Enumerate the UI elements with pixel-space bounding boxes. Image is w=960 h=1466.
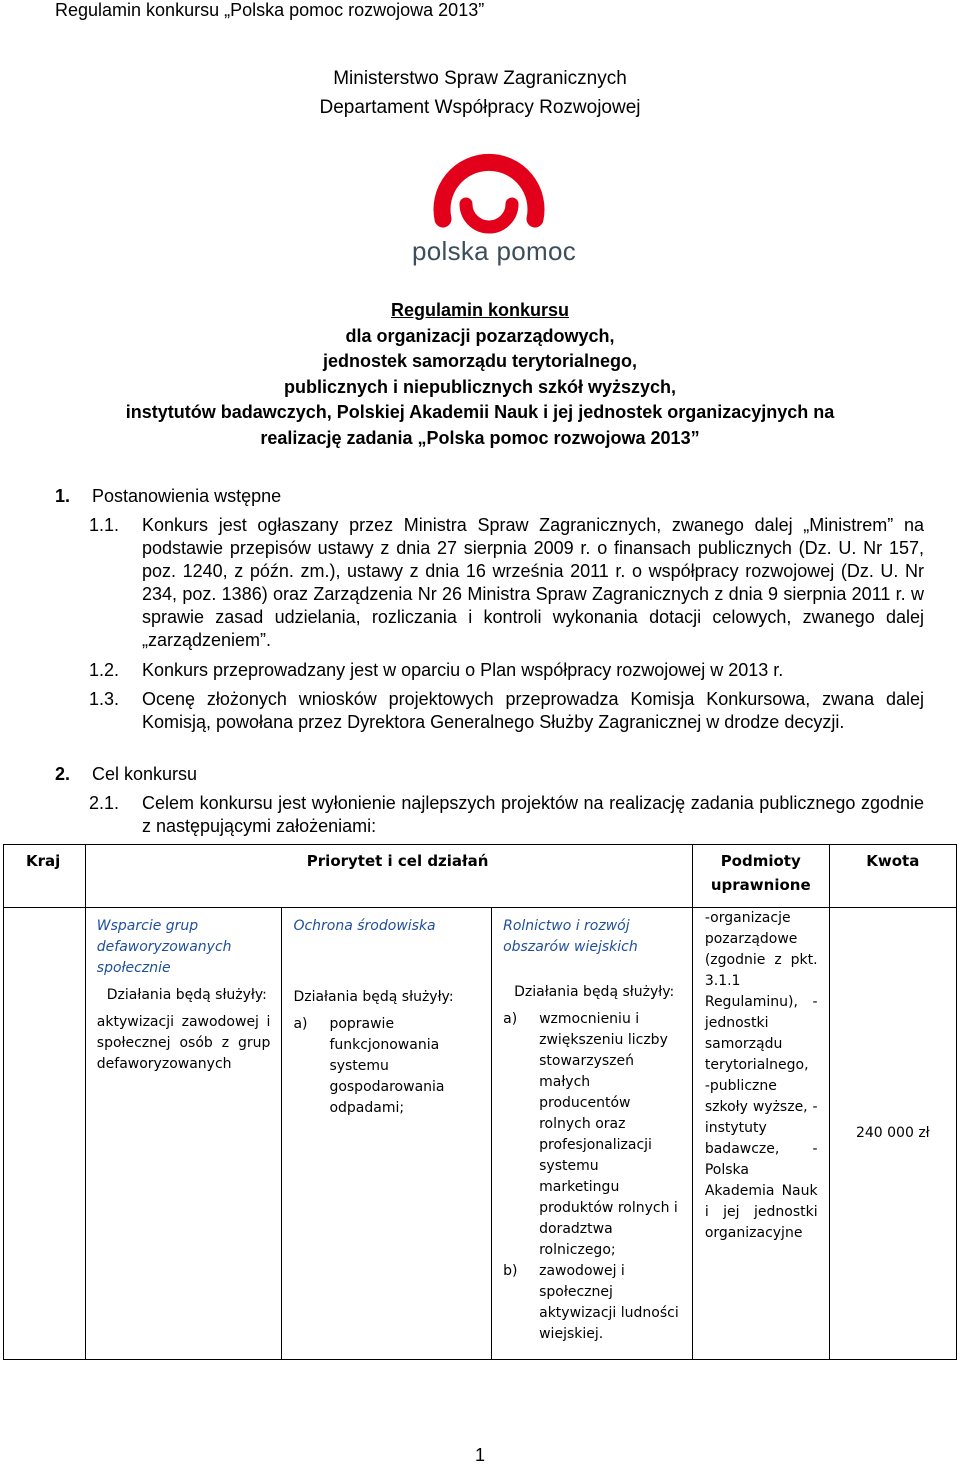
priority-title: Rolnictwo i rozwój obszarów wiejskich xyxy=(503,918,638,955)
amount: 240 000 zł xyxy=(855,1125,930,1141)
table-header-row xyxy=(4,845,957,908)
logo-text: polska pomoc xyxy=(411,236,577,266)
header-kraj: Kraj xyxy=(4,845,86,908)
paragraph-2-1 xyxy=(89,792,924,838)
running-header: Regulamin konkursu „Polska pomoc rozwojowa 2013” xyxy=(55,0,485,20)
paragraph-text: Konkurs jest ogłaszany przez Ministra Spraw Zagranicznych, zwanego dalej „Ministrem” na podstawie przepisów ustawy z dnia 27 sierpnia 2009 r. o finansach publicznych (Dz. U. Nr 157, poz. 1240, z późn. zm.), ustawy z dnia 16 września 2011 r. o współpracy rozwojowej (Dz. U. Nr 234, poz. 1386) oraz Zarządzenia Nr 26 Ministra Spraw Zagranicznych z dnia 9 sierpnia 2011 r. w sprawie zasad udzielania, rozliczania i kontroli wykonania dotacji celowych, zwanego dalej „zarządzeniem”. xyxy=(142,515,924,650)
title-line-6: realizację zadania „Polska pomoc rozwojowa 2013” xyxy=(260,427,700,448)
competition-table xyxy=(3,844,957,1360)
paragraph-number: 1.3. xyxy=(89,689,120,709)
header-podmioty: Podmioty uprawnione xyxy=(692,845,829,908)
ministry-name: Ministerstwo Spraw Zagranicznych xyxy=(333,68,627,89)
paragraph-text: Konkurs przeprowadzany jest w oparciu o Plan współpracy rozwojowej w 2013 r. xyxy=(142,660,784,680)
priority-sub: Działania będą służyły: xyxy=(514,984,675,1000)
priority-text: aktywizacji zawodowej i społecznej osób z grup defaworyzowanych xyxy=(96,1014,271,1072)
cell-priority-2 xyxy=(282,908,492,1360)
section-2-label: Cel konkursu xyxy=(92,764,198,784)
paragraph-number: 2.1. xyxy=(89,793,120,813)
priority-title: Ochrona środowiska xyxy=(293,918,436,934)
paragraph-1-2 xyxy=(89,659,924,682)
paragraph-1-1 xyxy=(89,514,924,652)
table-row xyxy=(4,908,957,1360)
title-line-4: publicznych i niepublicznych szkół wyższych, xyxy=(283,376,677,397)
priority-sub: Działania będą służyły: xyxy=(293,989,454,1005)
header-priorytet: Priorytet i cel działań xyxy=(85,845,692,908)
list-text: poprawie funkcjonowania systemu gospodarowania odpadami; xyxy=(329,1016,445,1116)
paragraph-text: Ocenę złożonych wniosków projektowych przeprowadza Komisja Konkursowa, zwana dalej Komisją, powołana przez Dyrektora Generalnego Służby Zagranicznej w drodze decyzji. xyxy=(142,689,924,732)
header-kwota: Kwota xyxy=(829,845,956,908)
section-1-heading xyxy=(55,485,282,508)
page-number: 1 xyxy=(474,1445,485,1465)
ministry-block xyxy=(0,64,960,122)
list-label: a) xyxy=(503,1011,518,1027)
paragraph-number: 1.2. xyxy=(89,660,120,680)
title-line-5: instytutów badawczych, Polskiej Akademii Nauk i jej jednostek organizacyjnych na xyxy=(125,402,835,422)
polska-pomoc-logo xyxy=(404,144,584,274)
list-text: zawodowej i społecznej aktywizacji ludności wiejskiej. xyxy=(539,1263,679,1342)
priority-title: Wsparcie grup defaworyzowanych społecznie xyxy=(96,918,232,976)
cell-kraj xyxy=(4,908,86,1360)
paragraph-number: 1.1. xyxy=(89,515,120,535)
cell-priority-3 xyxy=(492,908,693,1360)
eligible-entities: -organizacje pozarządowe (zgodnie z pkt. 3.1.1 Regulaminu), -jednostki samorządu terytorialnego, -publiczne szkoły wyższe, -instytuty badawcze, -Polska Akademia Nauk i jej jednostki organizacyjne xyxy=(704,910,818,1241)
section-2-heading xyxy=(55,763,198,786)
section-1-number: 1. xyxy=(55,486,71,506)
department-name: Departament Współpracy Rozwojowej xyxy=(319,97,641,118)
title-line-3: jednostek samorządu terytorialnego, xyxy=(322,351,638,371)
cell-kwota xyxy=(829,908,956,1360)
paragraph-text: Celem konkursu jest wyłonienie najlepszych projektów na realizację zadania publicznego zgodnie z następującymi założeniami: xyxy=(142,793,924,836)
section-2-number: 2. xyxy=(55,764,71,784)
section-1-label: Postanowienia wstępne xyxy=(92,486,282,506)
list-text: wzmocnieniu i zwiększeniu liczby stowarzyszeń małych producentów rolnych oraz profesjonalizacji systemu marketingu produktów rolnych i doradztwa rolniczego; xyxy=(539,1011,678,1258)
title-line-2: dla organizacji pozarządowych, xyxy=(345,325,615,346)
document-title xyxy=(0,298,960,451)
title-line-1: Regulamin konkursu xyxy=(390,300,570,320)
cell-priority-1 xyxy=(85,908,282,1360)
priority-sub: Działania będą służyły: xyxy=(106,987,267,1003)
list-label: a) xyxy=(293,1016,308,1032)
cell-podmioty xyxy=(692,908,829,1360)
paragraph-1-3 xyxy=(89,688,924,734)
list-label: b) xyxy=(503,1263,518,1279)
